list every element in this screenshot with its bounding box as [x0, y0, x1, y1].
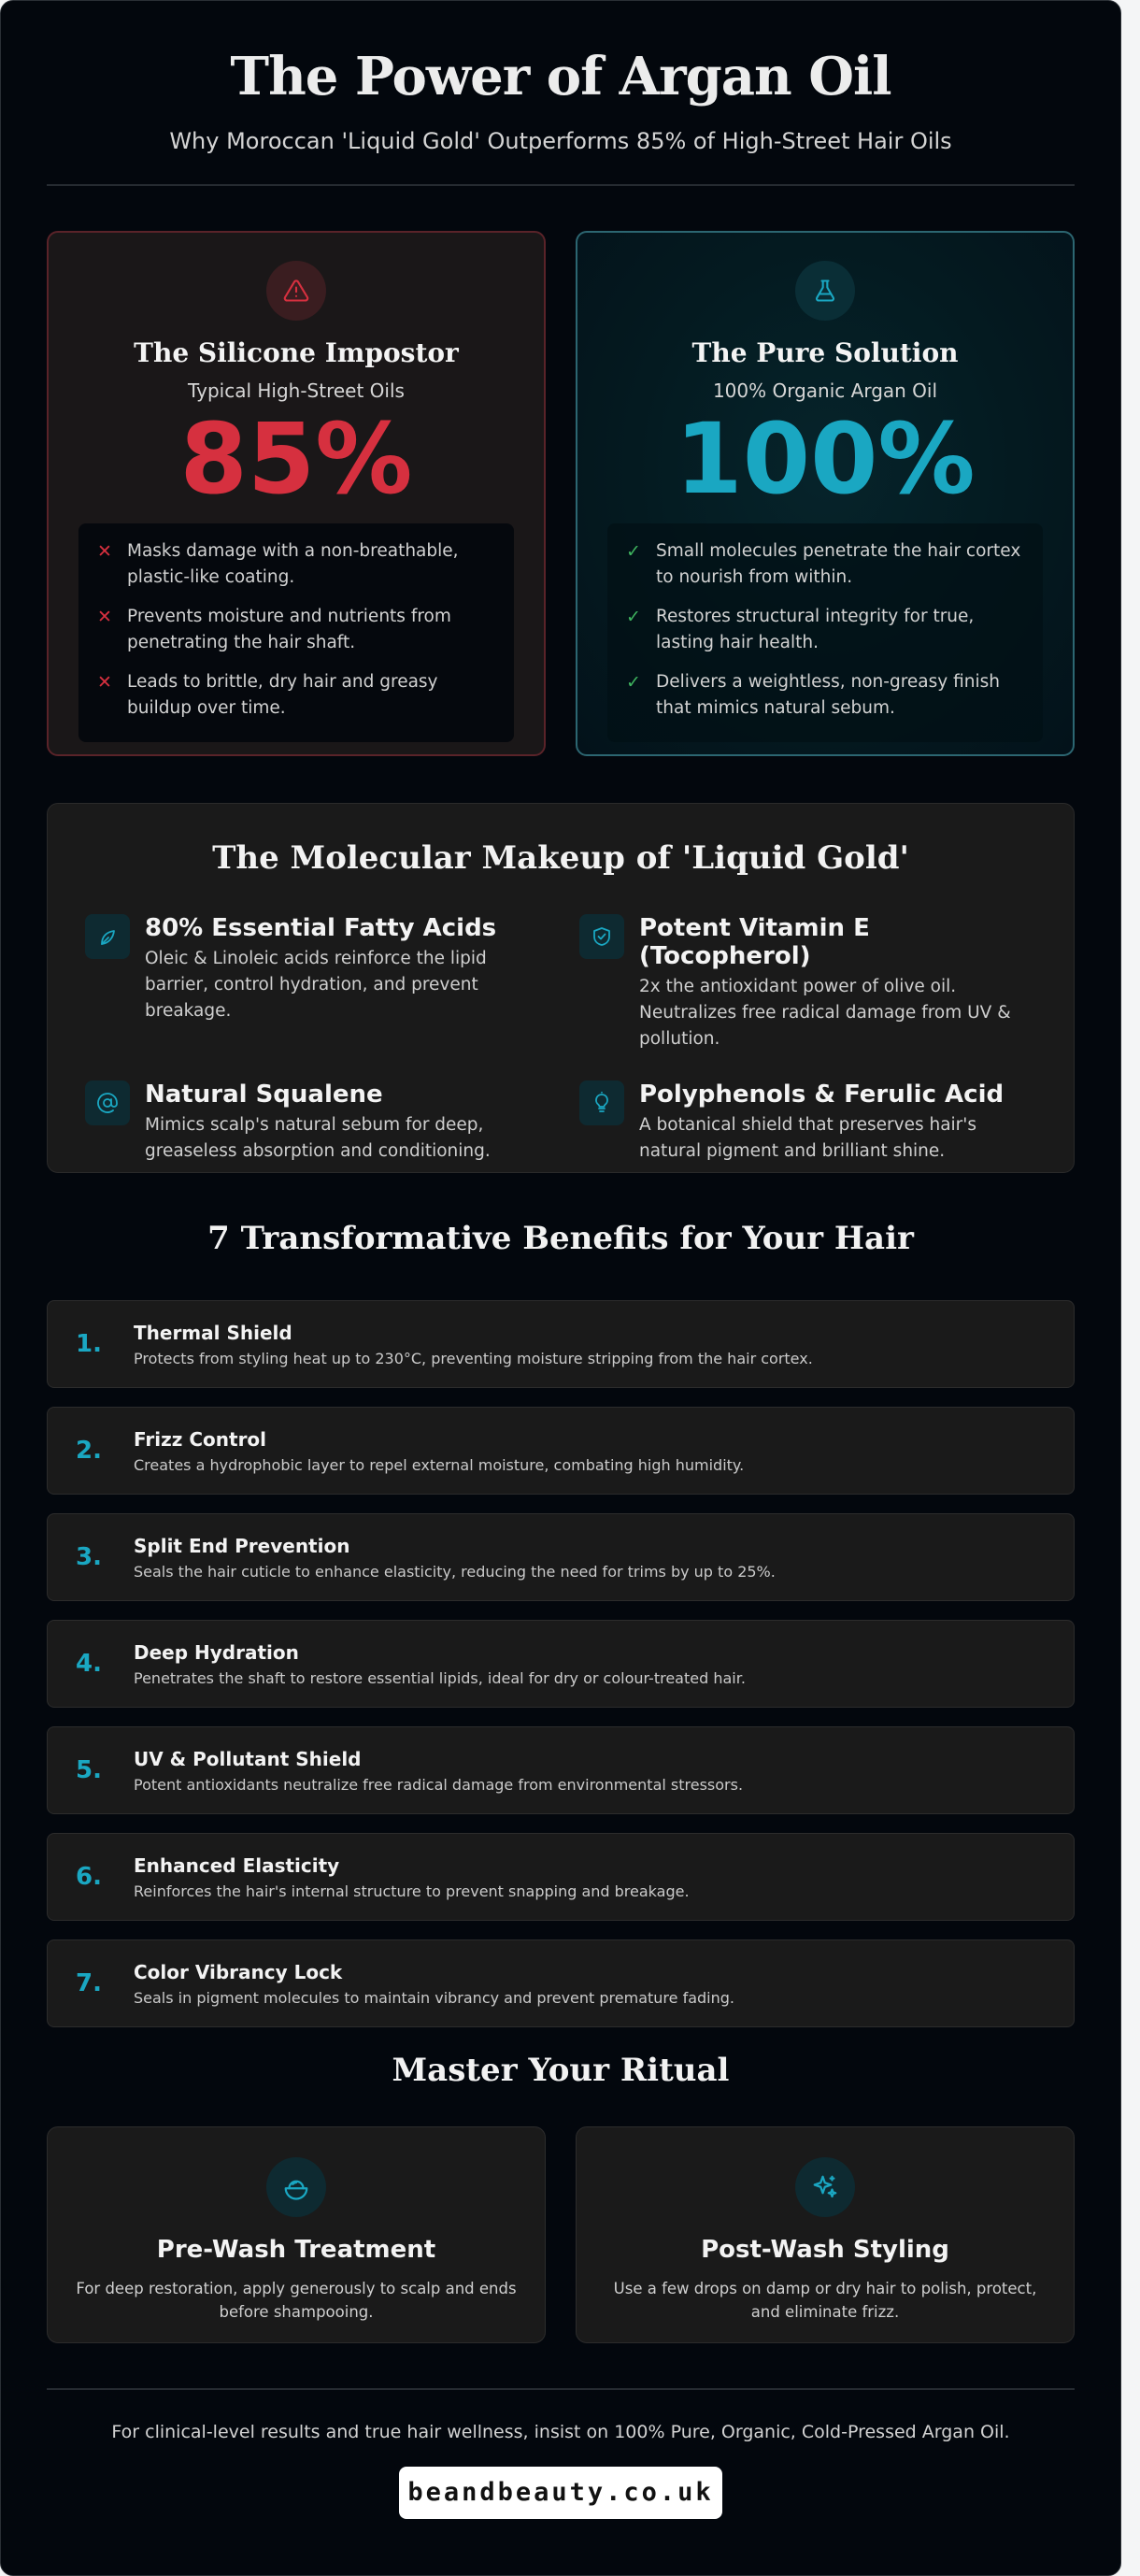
- pure-card: [576, 231, 1075, 756]
- check-icon: ✓: [626, 672, 641, 693]
- silicone-subtitle: Typical High-Street Oils: [188, 379, 405, 402]
- comparison: [47, 231, 1075, 756]
- ritual-title: Master Your Ritual: [392, 2052, 730, 2089]
- list-item: ✕ Prevents moisture and nutrients from penetrating the hair shaft.: [97, 604, 495, 656]
- divider: [47, 2388, 1075, 2390]
- warning-triangle-icon: [266, 261, 326, 321]
- benefits-title: 7 Transformative Benefits for Your Hair: [207, 1220, 914, 1257]
- header: [1, 1, 1120, 154]
- pure-points: [607, 523, 1043, 742]
- x-icon: ✕: [97, 607, 112, 627]
- list-item: ✓ Restores structural integrity for true, lasting hair health.: [626, 604, 1024, 656]
- list-item: ✓ Small molecules penetrate the hair cortex to nourish from within.: [626, 538, 1024, 591]
- molecule-item: Natural Squalene Mimics scalp's natural sebum for deep, greaseless absorption and conditioning.: [85, 1080, 542, 1165]
- benefit-item: 4. Deep Hydration Penetrates the shaft to restore essential lipids, ideal for dry or colour-treated hair.: [47, 1620, 1075, 1708]
- benefits-list: [47, 1300, 1075, 2027]
- page-subtitle: Why Moroccan 'Liquid Gold' Outperforms 85% of High-Street Hair Oils: [169, 128, 952, 154]
- pure-stat: 100%: [675, 402, 976, 516]
- silicone-title: The Silicone Impostor: [134, 337, 459, 368]
- ritual-card: Pre-Wash Treatment For deep restoration, apply generously to scalp and ends before shampooing.: [47, 2126, 546, 2343]
- ritual-card: Post-Wash Styling Use a few drops on damp or dry hair to polish, protect, and eliminate frizz.: [576, 2126, 1075, 2343]
- list-item: ✓ Delivers a weightless, non-greasy finish that mimics natural sebum.: [626, 669, 1024, 722]
- molecular-title: The Molecular Makeup of 'Liquid Gold': [212, 839, 909, 877]
- leaf-drop-icon: [85, 914, 130, 959]
- check-icon: ✓: [626, 607, 641, 627]
- silicone-points: [78, 523, 514, 742]
- benefit-item: 5. UV & Pollutant Shield Potent antioxidants neutralize free radical damage from environmental stressors.: [47, 1726, 1075, 1814]
- ritual-section: [47, 2126, 1075, 2343]
- sparkles-icon: [795, 2157, 855, 2217]
- pure-title: The Pure Solution: [691, 337, 959, 368]
- divider: [47, 184, 1075, 186]
- footer-note: For clinical-level results and true hair wellness, insist on 100% Pure, Organic, Cold-Pressed Argan Oil.: [111, 2422, 1010, 2442]
- benefit-item: 1. Thermal Shield Protects from styling heat up to 230°C, preventing moisture stripping from the hair cortex.: [47, 1300, 1075, 1388]
- flask-icon: [795, 261, 855, 321]
- molecule-item: Polyphenols & Ferulic Acid A botanical shield that preserves hair's natural pigment and brilliant shine.: [579, 1080, 1036, 1165]
- x-icon: ✕: [97, 541, 112, 562]
- benefit-item: 6. Enhanced Elasticity Reinforces the hair's internal structure to prevent snapping and breakage.: [47, 1833, 1075, 1921]
- benefit-item: 2. Frizz Control Creates a hydrophobic layer to repel external moisture, combating high humidity.: [47, 1407, 1075, 1495]
- molecular-section: [47, 803, 1075, 1173]
- bowl-icon: [266, 2157, 326, 2217]
- list-item: ✕ Leads to brittle, dry hair and greasy buildup over time.: [97, 669, 495, 722]
- x-icon: ✕: [97, 672, 112, 693]
- website-link[interactable]: beandbeauty.co.uk: [399, 2467, 722, 2519]
- lightbulb-icon: [579, 1080, 624, 1125]
- silicone-card: [47, 231, 546, 756]
- molecule-item: Potent Vitamin E (Tocopherol) 2x the antioxidant power of olive oil. Neutralizes free radical damage from UV & pollution.: [579, 914, 1036, 1052]
- at-symbol-icon: [85, 1080, 130, 1125]
- shield-check-icon: [579, 914, 624, 959]
- page-title: The Power of Argan Oil: [230, 46, 891, 107]
- silicone-stat: 85%: [179, 402, 413, 516]
- check-icon: ✓: [626, 541, 641, 562]
- benefit-item: 7. Color Vibrancy Lock Seals in pigment molecules to maintain vibrancy and prevent premature fading.: [47, 1939, 1075, 2027]
- list-item: ✕ Masks damage with a non-breathable, plastic-like coating.: [97, 538, 495, 591]
- benefit-item: 3. Split End Prevention Seals the hair cuticle to enhance elasticity, reducing the need for trims by up to 25%.: [47, 1513, 1075, 1601]
- pure-subtitle: 100% Organic Argan Oil: [712, 379, 938, 402]
- molecule-item: 80% Essential Fatty Acids Oleic & Linoleic acids reinforce the lipid barrier, control hydration, and prevent breakage.: [85, 914, 542, 1052]
